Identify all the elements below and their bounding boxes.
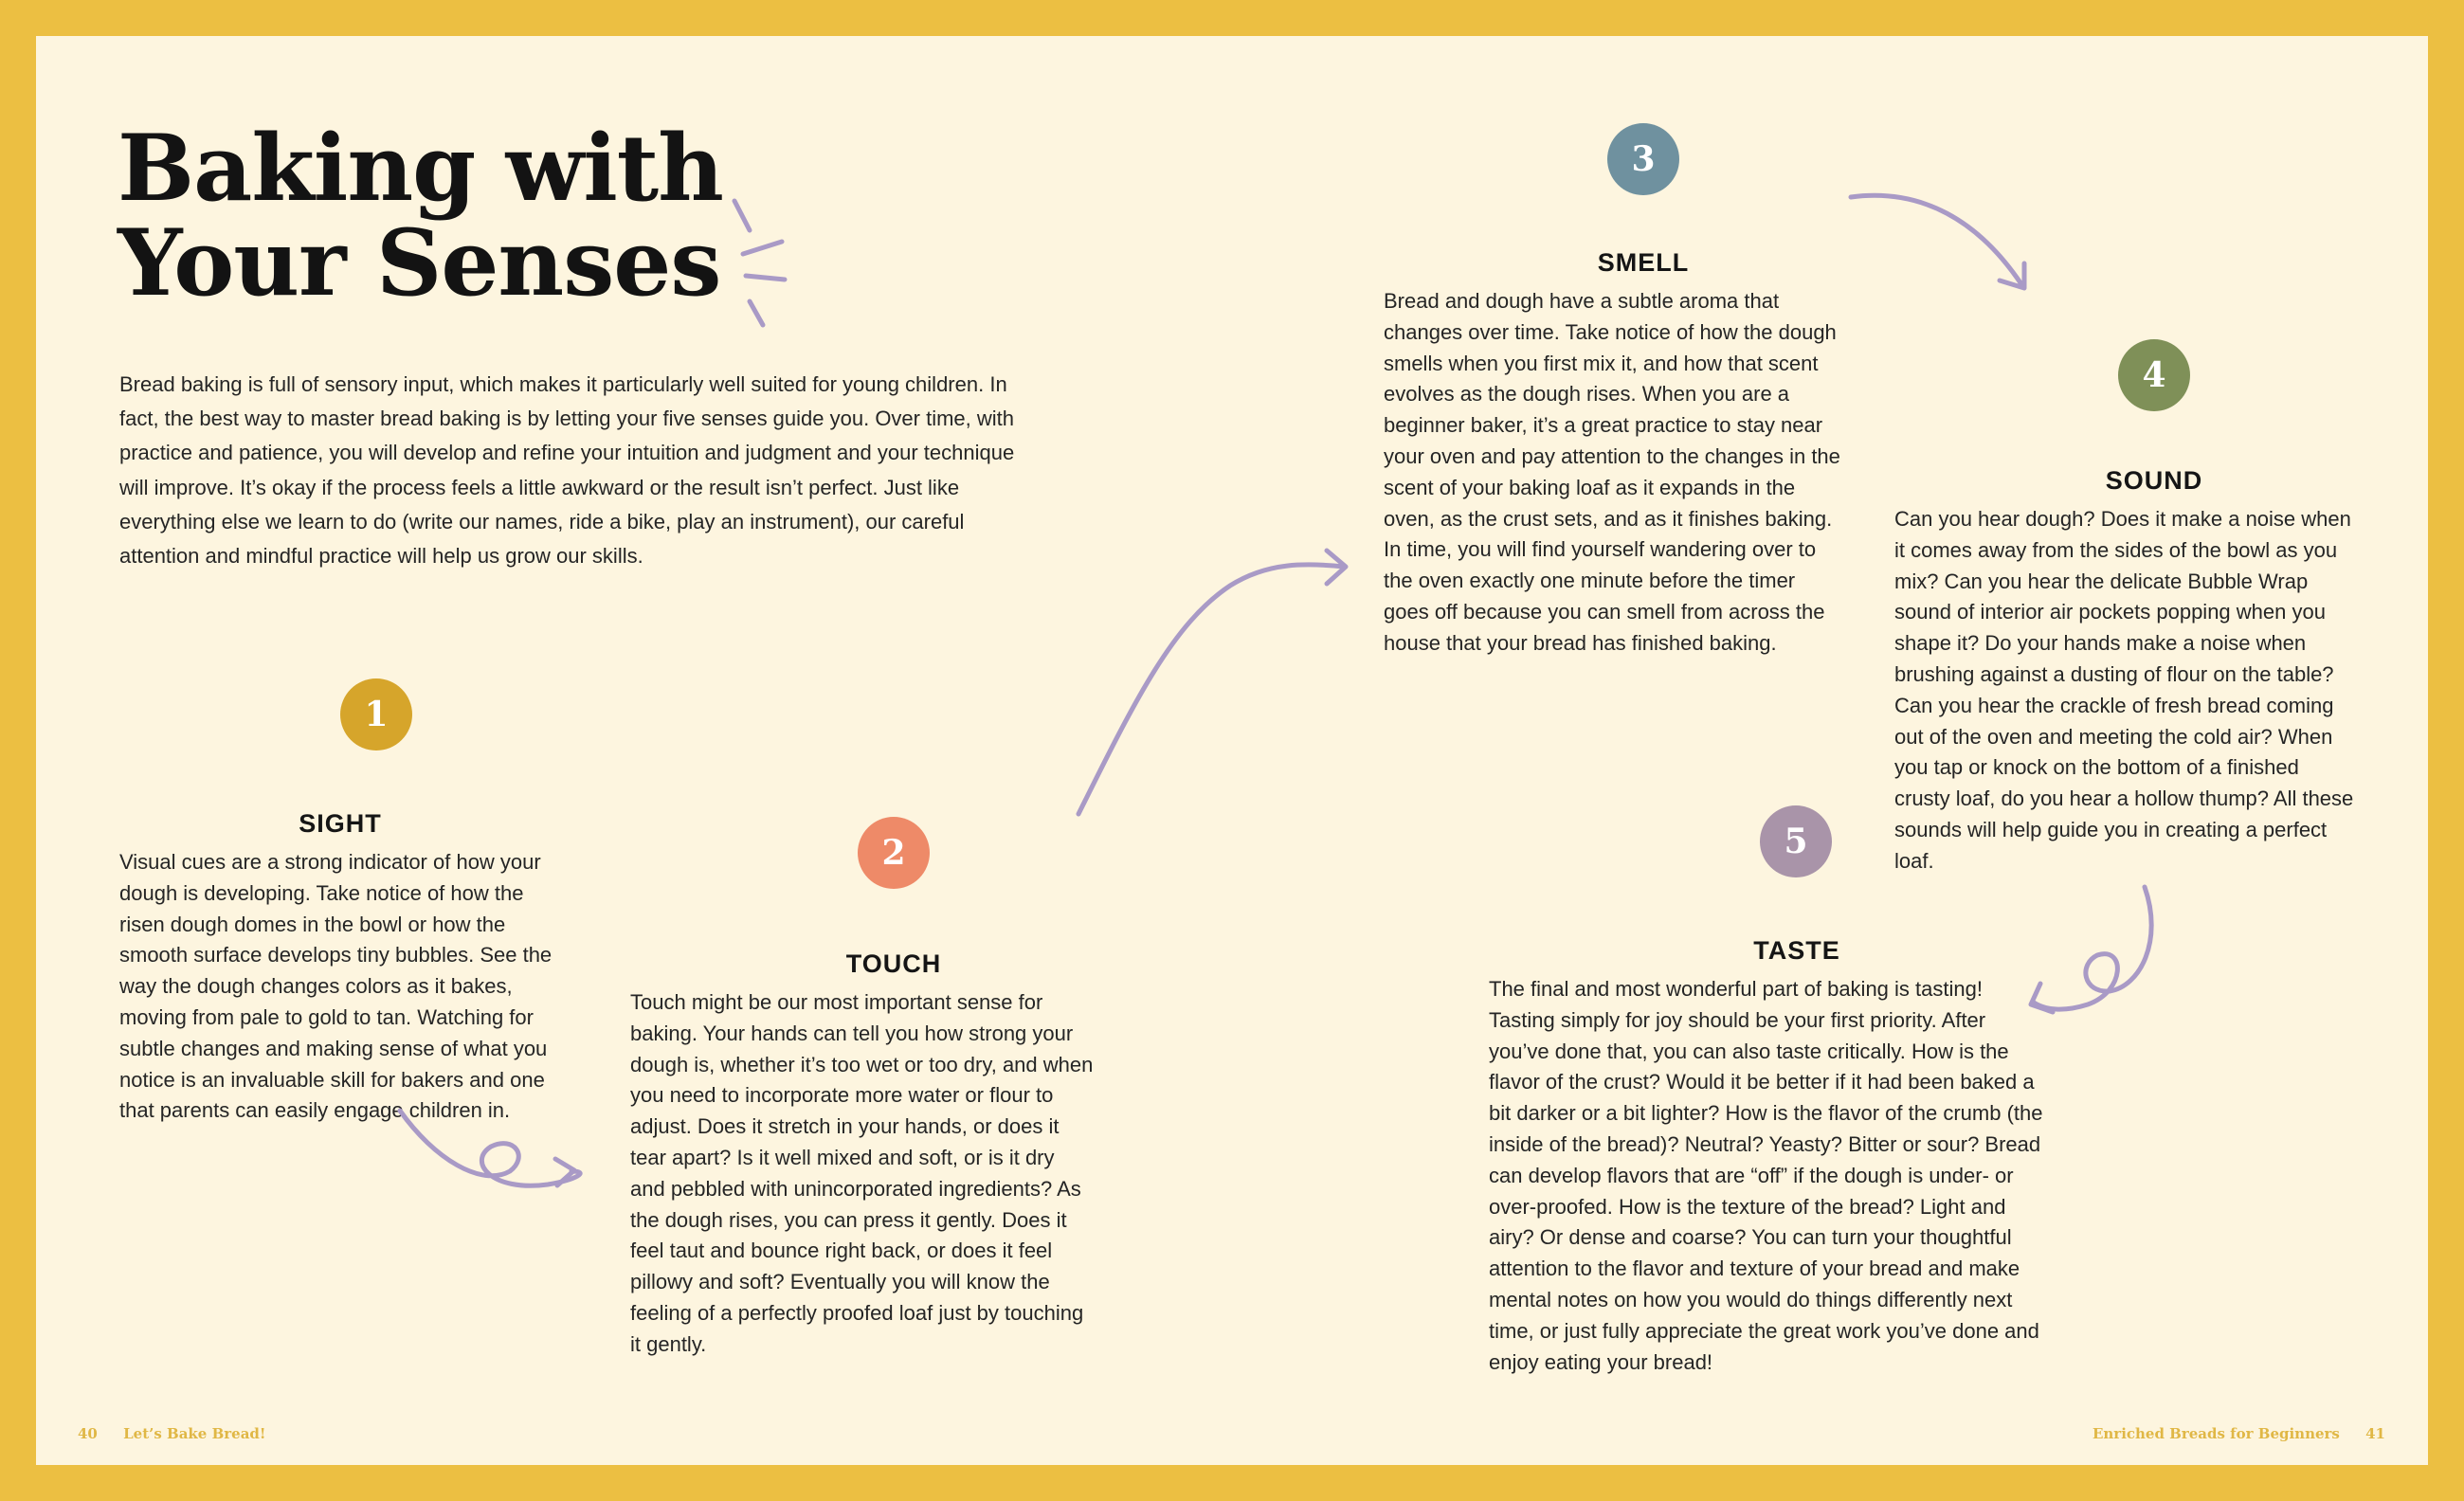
touch-heading: TOUCH <box>845 949 942 978</box>
smell-body: Bread and dough have a subtle aroma that changes over time. Take notice of how the dough smells when you first mix it, and how that scent evolves as the dough rises. When you are a beginner baker, it’s a great practice to stay near your oven and pay attention to the changes in the scent of your baking loaf as it expands in the oven, as the crust sets, and as it finishes baking. In time, you will find yourself wandering over to the oven exactly one minute before the timer goes off because you can smell from across the house that your bread has finished baking. <box>1384 289 1840 655</box>
touch-number-badge: 2 <box>858 817 930 889</box>
arrow-touch-to-smell-icon <box>1078 551 1346 814</box>
sight-heading: SIGHT <box>299 809 382 838</box>
left-page-number: 40 <box>78 1425 98 1442</box>
sparkle-icon <box>734 201 785 325</box>
taste-heading: TASTE <box>1753 936 1840 965</box>
title-line-1: Baking with <box>118 115 723 222</box>
sound-number-badge: 4 <box>2118 339 2190 411</box>
smell-heading: SMELL <box>1597 248 1690 277</box>
intro-paragraph: Bread baking is full of sensory input, which makes it particularly well suited for young children. In fact, the best way to master bread baking is by letting your five senses guide you. Over time, with practice and patience, you will develop and refine your intuition and judgment and your technique will improve. It’s okay if the process feels a little awkward or the result isn’t perfect. Just like everything else we learn to do (write our names, ride a bike, play an instrument), our careful attention and mindful practice will help us grow our skills. <box>119 372 1015 569</box>
footer-left <box>78 1425 266 1442</box>
taste-body: The final and most wonderful part of baking is tasting! Tasting simply for joy should be your first priority. After you’ve done that, you can also taste critically. How is the flavor of the crust? Would it be better if it had been baked a bit darker or a bit lighter? How is the flavor of the crumb (the inside of the bread)? Neutral? Yeasty? Bitter or sour? Bread can develop flavors that are “off” if the dough is under- or over-proofed. How is the texture of the bread? Light and airy? Or dense and coarse? You can turn your thoughtful attention to the flavor and texture of your bread and make mental notes on how you would do things differently next time, or just fully appreciate the great work you’ve done and enjoy eating your bread! <box>1489 977 2043 1374</box>
sound-body: Can you hear dough? Does it make a noise when it comes away from the sides of the bowl as you mix? Can you hear the delicate Bubble Wrap sound of interior air pockets popping when you shape it? Do your hands make a noise when brushing against a dusting of flour on the table? Can you hear the crackle of fresh bread coming out of the oven and meeting the cold air? When you tap or knock on the bottom of a finished crusty loaf, do you hear a hollow thump? All these sounds will help guide you in creating a perfect loaf. <box>1894 507 2354 873</box>
touch-body: Touch might be our most important sense for baking. Your hands can tell you how strong your dough is, whether it’s too wet or too dry, and when you need to incorporate more water or flour to adjust. Does it stretch in your hands, or does it tear apart? Is it well mixed and soft, or is it dry and pebbled with unincorporated ingredients? As the dough rises, you can press it gently. Does it feel taut and bounce right back, or does it feel pillowy and soft? Eventually you will know the feeling of a perfectly proofed loaf just by touching it gently. <box>630 990 1094 1356</box>
smell-number-badge: 3 <box>1607 123 1679 195</box>
right-page-number: 41 <box>2365 1425 2385 1442</box>
sight-body: Visual cues are a strong indicator of how your dough is developing. Take notice of how the risen dough domes in the bowl or how the smooth surface develops tiny bubbles. See the way the dough changes colors as it bakes, moving from pale to gold to tan. Watching for subtle changes and making sense of what you notice is an invaluable skill for bakers and one that parents can easily engage children in. <box>119 850 553 1123</box>
taste-number-badge: 5 <box>1760 805 1832 877</box>
footer-right <box>2093 1425 2385 1442</box>
book-spread <box>36 36 2428 1465</box>
right-running-title: Enriched Breads for Beginners <box>2092 1425 2340 1442</box>
title-line-2: Your Senses <box>118 209 721 316</box>
left-running-title: Let’s Bake Bread! <box>123 1425 266 1442</box>
page-title <box>118 115 723 316</box>
sight-number-badge: 1 <box>340 678 412 750</box>
sound-heading: SOUND <box>2105 466 2203 495</box>
